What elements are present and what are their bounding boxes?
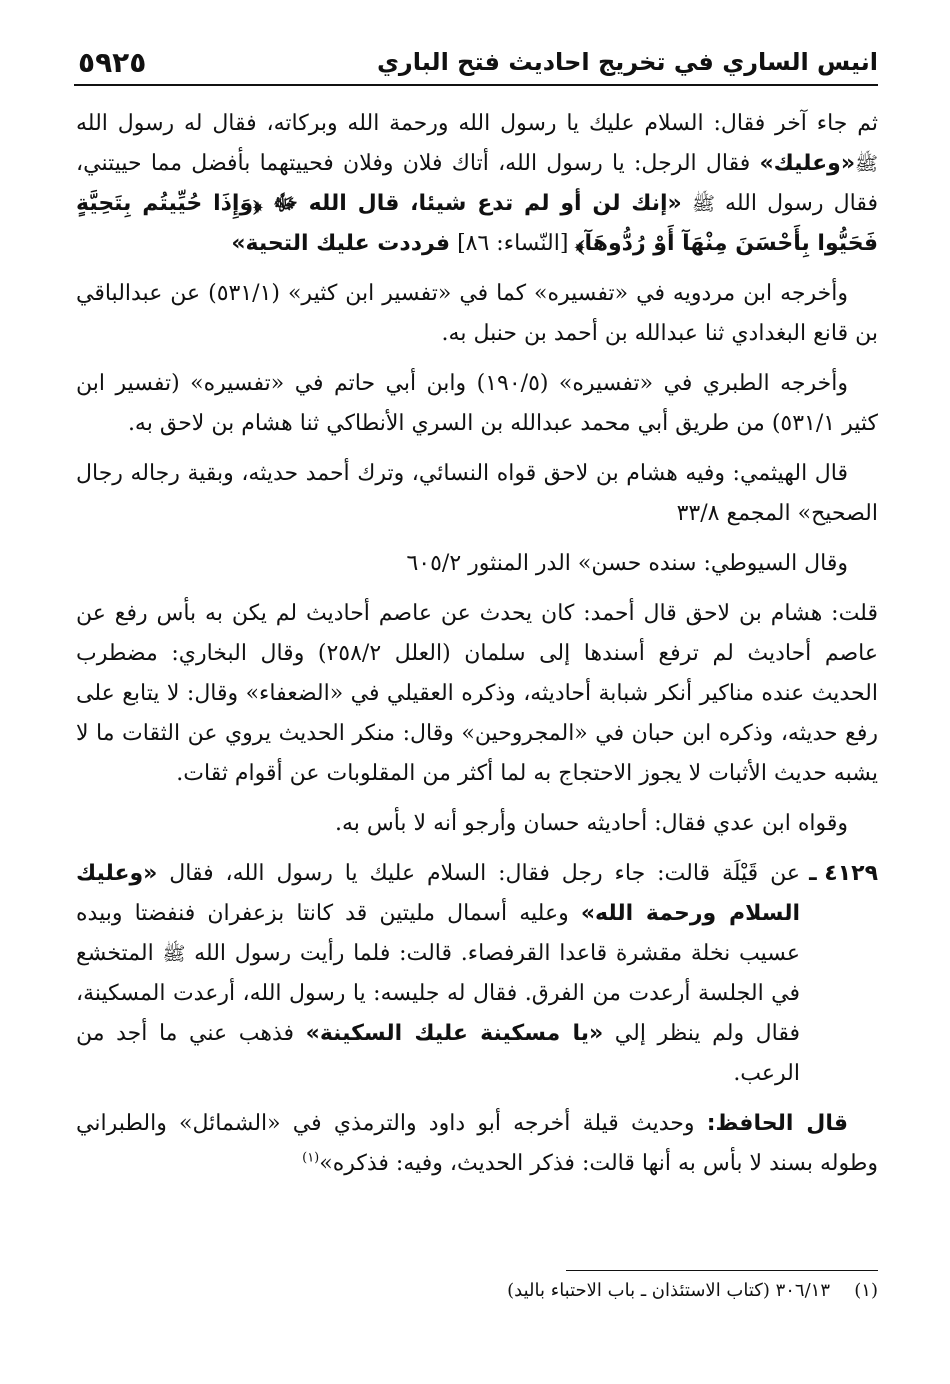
header-rule — [74, 84, 878, 86]
salawat-symbol: ﷺ — [855, 153, 878, 175]
verse-reference: [النّساء: ٨٦] — [450, 231, 576, 256]
footnote — [74, 1278, 878, 1304]
paragraph-commentary: قلت: هشام بن لاحق قال أحمد: كان يحدث عن عاصم أحاديث لم يكن به بأس رفع عن عاصم أحاديث لم ترفع أسندها إلى سلمان (العلل ٢٥٨/٢) وقال البخاري: مضطرب الحديث عنده مناكير أنكر شبابة أحاديثه، وذكره العقيلي في «الضعفاء» وقال: لا يتابع على رفع حديثه، وذكره ابن حبان في «المجروحين» وقال: منكر الحديث يروي عن الثقات ما لا يشبه حديث الأثبات لا يجوز الاحتجاج به لما أكثر من المقلوبات عن أقوام ثقات. — [76, 601, 878, 786]
salawat-symbol: ﷺ — [691, 193, 715, 215]
footnote-text: ٣٠٦/١٣ (كتاب الاستئذان ـ باب الاحتباء باليد) — [507, 1280, 830, 1301]
hadith-number: ٤١٢٩ ـ — [809, 861, 878, 886]
paragraph-haythami: قال الهيثمي: وفيه هشام بن لاحق قواه النسائي، وترك أحمد حديثه، وبقية رجاله رجال الصحيح» المجمع ٣٣/٨ — [76, 461, 878, 526]
footnote-reference[interactable]: (١) — [302, 1150, 320, 1166]
paragraph-suyuti: وقال السيوطي: سنده حسن» الدر المنثور ٦٠٥/٢ — [406, 551, 848, 576]
salawat-symbol: ﷺ — [162, 943, 186, 965]
quran-verse: ﴿وَإِذَا حُيِّيتُم بِتَحِيَّةٍ فَحَيُّوا بِأَحْسَنَ مِنْهَآ أَوْ رُدُّوهَآ﴾ — [76, 191, 878, 256]
paragraph-hadith-continuation: ثم جاء آخر فقال: السلام عليك يا رسول الله ورحمة الله وبركاته، فقال له رسول الله ﷺ«وعليك» فقال الرجل: يا رسول الله، أتاك فلان وفلان فحييتهما بأفضل مما حييتني، فقال رسول الله ﷺ «إنك لن أو لم تدع شيئا، قال الله ﷻ ﴿وَإِذَا حُيِّيتُم بِتَحِيَّةٍ فَحَيُّوا بِأَحْسَنَ مِنْهَآ أَوْ رُدُّوهَآ﴾ [النّساء: ٨٦] فرددت عليك التحية» — [76, 111, 878, 256]
page-number: ٥٩٢٥ — [78, 46, 147, 79]
paragraph-ibn-mardawayh: وأخرجه ابن مردويه في «تفسيره» كما في «تفسير ابن كثير» (٥٣١/١) عن عبدالباقي بن قانع البغدادي ثنا عبدالله بن أحمد بن حنبل به. — [76, 281, 878, 346]
paragraph-hafiz: قال الحافظ: وحديث قيلة أخرجه أبو داود والترمذي في «الشمائل» والطبراني وطوله بسند لا بأس به أنها قالت: فذكر الحديث، وفيه: فذكره»$^{(١)}$ — [76, 1111, 878, 1176]
hadith-4129: ٤١٢٩ ـ عن قَيْلَة قالت: جاء رجل فقال: السلام عليك يا رسول الله، فقال «وعليك السلام ورحمة الله» وعليه أسمال مليتين قد كانتا بزعفران فنفضتا وبيده عسيب نخلة مقشرة قاعدا القرفصاء. قالت: فلما رأيت رسول الله ﷺ المتخشع في الجلسة أرعدت من الفرق. فقال له جليسه: يا رسول الله، أرعدت المسكينة، فقال ولم ينظر إلي «يا مسكينة عليك السكينة» فذهب عني ما أجد من الرعب. — [76, 854, 878, 1094]
footnote-mark: (١) — [854, 1280, 878, 1301]
page-header — [74, 40, 878, 86]
hafiz-label: قال الحافظ: — [706, 1111, 848, 1136]
main-text — [76, 104, 878, 1194]
book-title: انيس الساري في تخريج احاديث فتح الباري — [376, 48, 878, 76]
paragraph-ibn-adi: وقواه ابن عدي فقال: أحاديثه حسان وأرجو أنه لا بأس به. — [334, 811, 848, 836]
footnote-separator — [566, 1270, 878, 1271]
paragraph-tabari: وأخرجه الطبري في «تفسيره» (١٩٠/٥) وابن أبي حاتم في «تفسيره» (تفسير ابن كثير ٥٣١/١) من طريق أبي محمد عبدالله بن السري الأنطاكي ثنا هشام بن لاحق به. — [76, 371, 878, 436]
